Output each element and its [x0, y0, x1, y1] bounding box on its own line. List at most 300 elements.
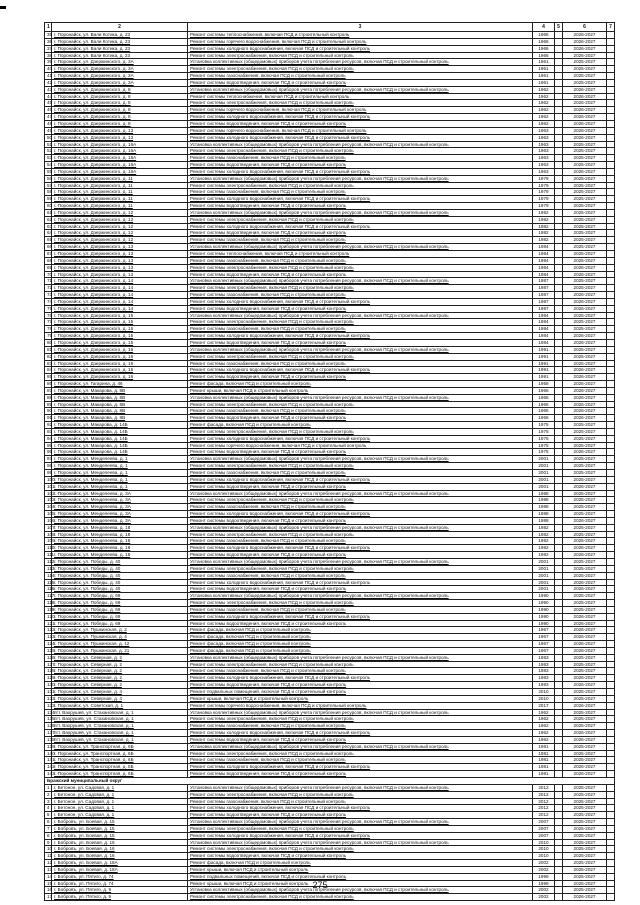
row-work-type: Ремонт системы холодного водоснабжения, включая ПСД и строительный контроль	[188, 114, 533, 121]
row-number: 4	[45, 805, 52, 812]
table-row	[45, 203, 615, 210]
row-col7	[607, 866, 615, 873]
row-build-year: 1988	[533, 511, 555, 518]
section-row	[45, 777, 615, 784]
row-col7	[607, 456, 615, 463]
row-col7	[607, 743, 615, 750]
row-build-year: 1975	[533, 435, 555, 442]
row-build-year: 1991	[533, 346, 555, 353]
row-number: 105	[45, 511, 52, 518]
row-build-year: 1982	[533, 552, 555, 559]
row-address: г. Поронайск, ул. Победы, д. 69	[52, 613, 188, 620]
row-number: 15	[45, 880, 52, 887]
row-address: г. Поронайск, ул. Дзержинского, д. 16	[52, 374, 188, 381]
row-col7	[607, 476, 615, 483]
row-period: 2025-2027	[563, 606, 607, 613]
row-work-type: Ремонт системы газоснабжения, включая ПСД и строительный контроль	[188, 360, 533, 367]
row-work-type: Ремонт системы теплоснабжения, включая ПСД и строительный контроль	[188, 251, 533, 258]
row-address: г. Поронайск, ул. Макарова, д. 8В	[52, 408, 188, 415]
row-col5	[555, 107, 563, 114]
table-row	[45, 771, 615, 778]
row-number: 100	[45, 476, 52, 483]
row-col7	[607, 285, 615, 292]
row-number: 80	[45, 339, 52, 346]
row-work-type: Ремонт системы теплоснабжения, включая ПСД и строительный контроль	[188, 93, 533, 100]
row-col7	[607, 360, 615, 367]
row-period: 2025-2027	[563, 880, 607, 887]
row-build-year: 2001	[533, 586, 555, 593]
row-number: 115	[45, 579, 52, 586]
row-work-type: Ремонт системы газоснабжения, включая ПСД и строительный контроль	[188, 504, 533, 511]
row-period: 2026-2027	[563, 292, 607, 299]
row-col7	[607, 182, 615, 189]
row-period: 2026-2027	[563, 52, 607, 59]
table-row	[45, 155, 615, 162]
row-period: 2025-2027	[563, 819, 607, 826]
table-row	[45, 825, 615, 832]
row-build-year: 2001	[533, 470, 555, 477]
row-number: 133	[45, 702, 52, 709]
row-col5	[555, 470, 563, 477]
row-address: г. Поронайск, ул. Дзержинского, д. 8	[52, 107, 188, 114]
row-address: г. Поронайск, ул. Дзержинского, д. 3А	[52, 73, 188, 80]
table-row	[45, 613, 615, 620]
row-address: г. Поронайск, ул. Дзержинского, д. 14	[52, 292, 188, 299]
row-number: 95	[45, 442, 52, 449]
row-address: г. Поронайск, ул. Дзержинского, д. 15	[52, 339, 188, 346]
table-row	[45, 695, 615, 702]
row-period: 2025-2027	[563, 285, 607, 292]
row-col5	[555, 298, 563, 305]
row-work-type: Ремонт системы водоотведения, включая ПСД и строительный контроль	[188, 812, 533, 819]
row-col5	[555, 641, 563, 648]
table-row	[45, 79, 615, 86]
row-work-type: Установка коллективных (общедомовых) приборов учета потребления ресурсов, включая ПСД и строительный контроль	[188, 654, 533, 661]
row-col5	[555, 360, 563, 367]
row-work-type: Ремонт системы газоснабжения, включая ПСД и строительный контроль	[188, 798, 533, 805]
row-work-type: Ремонт системы холодного водоснабжения, включая ПСД и строительный контроль	[188, 675, 533, 682]
row-period: 2025-2027	[563, 244, 607, 251]
row-build-year: 1984	[533, 333, 555, 340]
row-address: г. Бобровъ, ул. Боевая, д. 15	[52, 819, 188, 826]
table-row	[45, 497, 615, 504]
row-col7	[607, 558, 615, 565]
row-work-type: Ремонт системы газоснабжения, включая ПСД и строительный контроль	[188, 326, 533, 333]
row-address: г. Поронайск, ул. Дзержинского, д. 13	[52, 127, 188, 134]
table-row	[45, 107, 615, 114]
row-number: 9	[45, 839, 52, 846]
row-work-type: Установка коллективных (общедомовых) приборов учета потребления ресурсов, включая ПСД и строительный контроль	[188, 394, 533, 401]
table-row	[45, 565, 615, 572]
row-col5	[555, 435, 563, 442]
row-col7	[607, 120, 615, 127]
row-build-year: 1982	[533, 531, 555, 538]
row-period: 2026-2027	[563, 45, 607, 52]
row-period: 2026-2027	[563, 86, 607, 93]
row-period: 2025-2027	[563, 661, 607, 668]
row-col5	[555, 558, 563, 565]
row-period: 2025-2027	[563, 162, 607, 169]
row-number: 123	[45, 634, 52, 641]
row-number: 86	[45, 381, 52, 388]
row-col5	[555, 647, 563, 654]
row-period: 2026-2027	[563, 381, 607, 388]
row-work-type: Ремонт системы теплоснабжения, включая ПСД и строительный контроль	[188, 32, 533, 39]
row-work-type: Ремонт системы водоотведения, включая ПСД и строительный контроль	[188, 374, 533, 381]
row-col7	[607, 38, 615, 45]
row-col7	[607, 45, 615, 52]
row-address: г. Поронайск, ул. Дзержинского, д. 3А	[52, 79, 188, 86]
row-period: 2025-2027	[563, 326, 607, 333]
row-col7	[607, 264, 615, 271]
row-address: г. Поронайск, ул. Северная, д. 2	[52, 654, 188, 661]
row-work-type: Ремонт системы холодного водоснабжения, включая ПСД и строительный контроль	[188, 45, 533, 52]
row-period: 2025-2027	[563, 346, 607, 353]
row-work-type: Ремонт системы электроснабжения, включая ПСД и строительный контроль	[188, 497, 533, 504]
row-work-type: Ремонт фасада, включая ПСД и строительный контроль	[188, 641, 533, 648]
row-number: 109	[45, 538, 52, 545]
row-col7	[607, 504, 615, 511]
row-period: 2026-2027	[563, 415, 607, 422]
row-build-year: 1990	[533, 606, 555, 613]
row-address: г. Поронайск, ул. Дзержинского, д. 13	[52, 264, 188, 271]
row-period: 2025-2027	[563, 832, 607, 839]
row-work-type: Ремонт системы водоотведения, включая ПСД и строительный контроль	[188, 552, 533, 559]
row-col5	[555, 271, 563, 278]
row-col7	[607, 586, 615, 593]
row-build-year: 1999	[533, 873, 555, 880]
row-address: г. Поронайск, ул. Советская, д. 1	[52, 702, 188, 709]
row-col7	[607, 565, 615, 572]
row-address: г. Поронайск, ул. Дзержинского, д. 15	[52, 312, 188, 319]
row-col5	[555, 805, 563, 812]
row-col5	[555, 120, 563, 127]
row-work-type: Ремонт системы газоснабжения, включая ПСД и строительный контроль	[188, 538, 533, 545]
row-work-type: Ремонт системы холодного водоснабжения, включая ПСД и строительный контроль	[188, 476, 533, 483]
row-period: 2026-2027	[563, 634, 607, 641]
row-col7	[607, 641, 615, 648]
row-work-type: Ремонт крыши, включая ПСД и строительный контроль	[188, 387, 533, 394]
row-period: 2025-2027	[563, 709, 607, 716]
row-work-type: Ремонт фасада, включая ПСД и строительный контроль	[188, 627, 533, 634]
row-period: 2025-2027	[563, 435, 607, 442]
row-col5	[555, 162, 563, 169]
row-build-year: 2001	[533, 476, 555, 483]
row-work-type: Ремонт системы горячего водоснабжения, включая ПСД и строительный контроль	[188, 127, 533, 134]
row-work-type: Ремонт системы водоотведения, включая ПСД и строительный контроль	[188, 415, 533, 422]
row-period: 2026-2027	[563, 675, 607, 682]
row-col7	[607, 538, 615, 545]
table-row	[45, 764, 615, 771]
table-row	[45, 517, 615, 524]
row-build-year: 1981	[533, 764, 555, 771]
row-col7	[607, 531, 615, 538]
row-work-type: Ремонт системы холодного водоснабжения, включая ПСД и строительный контроль	[188, 805, 533, 812]
row-address: г. Поронайск, ул. Менделеева, д. 1	[52, 463, 188, 470]
row-work-type: Установка коллективных (общедомовых) приборов учета потребления ресурсов, включая ПСД и строительный контроль	[188, 490, 533, 497]
table-row	[45, 730, 615, 737]
row-address: пгт. Вахрушев, ул. Стахановская, д. 1	[52, 730, 188, 737]
row-col7	[607, 346, 615, 353]
row-address: г. Бобровъ, ул. Боевая, д. 15	[52, 825, 188, 832]
row-col5	[555, 463, 563, 470]
row-period: 2026-2027	[563, 38, 607, 45]
row-period: 2025-2027	[563, 866, 607, 873]
row-build-year: 1962	[533, 93, 555, 100]
row-col7	[607, 230, 615, 237]
table-row	[45, 538, 615, 545]
row-address: г. Бетонон, ул. Садовая, д. 1	[52, 784, 188, 791]
row-col7	[607, 627, 615, 634]
row-number: 67	[45, 251, 52, 258]
row-col5	[555, 538, 563, 545]
row-number: 75	[45, 305, 52, 312]
row-number: 7	[45, 825, 52, 832]
row-number: 90	[45, 408, 52, 415]
row-period: 2026-2027	[563, 374, 607, 381]
row-period: 2025-2027	[563, 353, 607, 360]
row-col5	[555, 490, 563, 497]
row-col7	[607, 374, 615, 381]
row-col7	[607, 162, 615, 169]
row-col5	[555, 182, 563, 189]
row-address: г. Поронайск, ул. Победы, д. 69	[52, 600, 188, 607]
row-number: 135	[45, 716, 52, 723]
row-col5	[555, 531, 563, 538]
row-number: 126	[45, 654, 52, 661]
row-period: 2026-2027	[563, 702, 607, 709]
table-row	[45, 736, 615, 743]
row-period: 2025-2027	[563, 538, 607, 545]
row-build-year: 1979	[533, 175, 555, 182]
table-row	[45, 682, 615, 689]
row-col7	[607, 107, 615, 114]
row-number: 103	[45, 497, 52, 504]
row-build-year: 2012	[533, 812, 555, 819]
row-period: 2026-2027	[563, 387, 607, 394]
row-number: 92	[45, 422, 52, 429]
row-address: г. Бетонон, ул. Садовая, д. 1	[52, 798, 188, 805]
row-number: 85	[45, 374, 52, 381]
row-address: г. Бобровъ, ул. Боевая, д. 18А	[52, 866, 188, 873]
row-col7	[607, 93, 615, 100]
row-number: 111	[45, 552, 52, 559]
row-build-year: 1962	[533, 736, 555, 743]
row-build-year: 1975	[533, 428, 555, 435]
row-work-type: Ремонт системы электроснабжения, включая ПСД и строительный контроль	[188, 791, 533, 798]
row-col5	[555, 476, 563, 483]
row-address: г. Поронайск, ул. Северная, д. 2	[52, 661, 188, 668]
table-row	[45, 723, 615, 730]
row-col5	[555, 285, 563, 292]
row-number: 10	[45, 846, 52, 853]
row-address: г. Бобровъ, ул. Пятиго, д. 74	[52, 880, 188, 887]
row-period: 2025-2027	[563, 695, 607, 702]
table-row	[45, 435, 615, 442]
row-period: 2025-2027	[563, 565, 607, 572]
row-work-type: Ремонт системы водоотведения, включая ПСД и строительный контроль	[188, 162, 533, 169]
row-period: 2026-2027	[563, 408, 607, 415]
row-build-year: 1983	[533, 682, 555, 689]
row-period: 2026-2027	[563, 579, 607, 586]
row-build-year: 2002	[533, 887, 555, 894]
row-number: 132	[45, 695, 52, 702]
row-col7	[607, 319, 615, 326]
row-number: 136	[45, 723, 52, 730]
row-number: 39	[45, 59, 52, 66]
row-work-type: Ремонт системы водоотведения, включая ПСД и строительный контроль	[188, 305, 533, 312]
row-work-type: Ремонт системы водоотведения, включая ПСД и строительный контроль	[188, 79, 533, 86]
row-col7	[607, 415, 615, 422]
row-build-year: 1982	[533, 545, 555, 552]
row-build-year: 2007	[533, 819, 555, 826]
row-col5	[555, 819, 563, 826]
row-number: 43	[45, 86, 52, 93]
row-period: 2026-2027	[563, 682, 607, 689]
row-number: 116	[45, 586, 52, 593]
row-number: 94	[45, 435, 52, 442]
row-work-type: Установка коллективных (общедомовых) приборов учета потребления ресурсов, включая ПСД и строительный контроль	[188, 175, 533, 182]
row-col7	[607, 825, 615, 832]
row-col7	[607, 381, 615, 388]
row-col7	[607, 257, 615, 264]
row-period: 2025-2027	[563, 668, 607, 675]
table-row	[45, 189, 615, 196]
row-address: г. Поронайск, ул. Победы, д. 69	[52, 606, 188, 613]
row-address: г. Поронайск, ул. Победы, д. 40	[52, 558, 188, 565]
row-col5	[555, 832, 563, 839]
row-build-year: 1983	[533, 654, 555, 661]
row-number: 63	[45, 223, 52, 230]
row-build-year: 1981	[533, 757, 555, 764]
row-build-year: 1990	[533, 620, 555, 627]
row-build-year: 1990	[533, 600, 555, 607]
row-address: г. Поронайск, ул. Дзержинского, д. 16	[52, 367, 188, 374]
row-address: г. Поронайск, ул. Дзержинского, д. 16	[52, 346, 188, 353]
row-number: 64	[45, 230, 52, 237]
row-build-year: 1967	[533, 634, 555, 641]
row-work-type: Ремонт системы газоснабжения, включая ПСД и строительный контроль	[188, 757, 533, 764]
row-address: г. Поронайск, ул. Дзержинского, д. 16	[52, 353, 188, 360]
document-sheet	[44, 22, 614, 901]
row-col5	[555, 456, 563, 463]
col-header-3: 3	[188, 23, 533, 32]
row-work-type: Ремонт системы электроснабжения, включая ПСД и строительный контроль	[188, 182, 533, 189]
row-col5	[555, 346, 563, 353]
row-build-year: 1975	[533, 422, 555, 429]
row-work-type: Установка коллективных (общедомовых) приборов учета потребления ресурсов, включая ПСД и строительный контроль	[188, 59, 533, 66]
row-build-year: 2010	[533, 695, 555, 702]
row-col7	[607, 59, 615, 66]
row-col5	[555, 565, 563, 572]
row-col7	[607, 579, 615, 586]
row-work-type: Установка коллективных (общедомовых) приборов учета потребления ресурсов, включая ПСД и строительный контроль	[188, 86, 533, 93]
row-address: г. Поронайск, ул. Дзержинского, д. 3А	[52, 66, 188, 73]
table-row	[45, 32, 615, 39]
row-number: 66	[45, 244, 52, 251]
row-col5	[555, 757, 563, 764]
row-col5	[555, 716, 563, 723]
row-address: г. Поронайск, ул. Пушкинская, д. 4	[52, 634, 188, 641]
table-row	[45, 339, 615, 346]
row-col7	[607, 832, 615, 839]
row-build-year: 1984	[533, 312, 555, 319]
row-period: 2026-2027	[563, 613, 607, 620]
row-col7	[607, 647, 615, 654]
table-row	[45, 586, 615, 593]
row-work-type: Ремонт системы газоснабжения, включая ПСД и строительный контроль	[188, 257, 533, 264]
table-row	[45, 470, 615, 477]
row-work-type: Ремонт системы электроснабжения, включая ПСД и строительный контроль	[188, 428, 533, 435]
col-header-1: 1	[45, 23, 52, 32]
row-number: 138	[45, 736, 52, 743]
row-number: 47	[45, 114, 52, 121]
row-period: 2026-2027	[563, 627, 607, 634]
row-col5	[555, 586, 563, 593]
table-row	[45, 209, 615, 216]
row-address: г. Бобровъ, ул. Боевая, д. 18А	[52, 860, 188, 867]
table-row	[45, 319, 615, 326]
row-col5	[555, 66, 563, 73]
row-build-year: 1988	[533, 497, 555, 504]
row-address: г. Поронайск, ул. Дзержинского, д. 15	[52, 319, 188, 326]
row-period: 2025-2027	[563, 887, 607, 894]
row-col7	[607, 894, 615, 901]
table-row	[45, 346, 615, 353]
row-col5	[555, 771, 563, 778]
row-period: 2025-2027	[563, 230, 607, 237]
row-address: г. Поронайск, ул. Дзержинского, д. 12	[52, 209, 188, 216]
row-col5	[555, 675, 563, 682]
row-work-type: Ремонт системы электроснабжения, включая ПСД и строительный контроль	[188, 66, 533, 73]
row-build-year: 1988	[533, 517, 555, 524]
row-address: г. Поронайск, ул. Дзержинского, д. 8	[52, 86, 188, 93]
row-col7	[607, 141, 615, 148]
row-number: 72	[45, 285, 52, 292]
row-col7	[607, 572, 615, 579]
row-period: 2025-2027	[563, 504, 607, 511]
row-build-year: 1979	[533, 182, 555, 189]
row-work-type: Ремонт системы холодного водоснабжения, включая ПСД и строительный контроль	[188, 511, 533, 518]
row-address: г. Поронайск, ул. Транспортная, д. 6Б	[52, 743, 188, 750]
row-work-type: Ремонт системы холодного водоснабжения, включая ПСД и строительный контроль	[188, 223, 533, 230]
row-col7	[607, 675, 615, 682]
row-col7	[607, 654, 615, 661]
row-col7	[607, 155, 615, 162]
row-build-year: 1987	[533, 292, 555, 299]
table-row	[45, 593, 615, 600]
row-build-year: 1991	[533, 367, 555, 374]
row-work-type: Ремонт системы электроснабжения, включая ПСД и строительный контроль	[188, 285, 533, 292]
table-row	[45, 196, 615, 203]
row-col7	[607, 305, 615, 312]
table-row	[45, 476, 615, 483]
row-col7	[607, 552, 615, 559]
row-col7	[607, 367, 615, 374]
row-period: 2025-2027	[563, 312, 607, 319]
row-col5	[555, 853, 563, 860]
row-col7	[607, 511, 615, 518]
repair-program-table	[44, 22, 615, 901]
table-row	[45, 524, 615, 531]
row-build-year: 2010	[533, 853, 555, 860]
row-number: 93	[45, 428, 52, 435]
row-period: 2026-2027	[563, 517, 607, 524]
row-address: г. Поронайск, ул. Макарова, д. 14Б	[52, 422, 188, 429]
row-number: 44	[45, 93, 52, 100]
row-work-type: Ремонт крыши, включая ПСД и строительный контроль	[188, 695, 533, 702]
row-col5	[555, 702, 563, 709]
